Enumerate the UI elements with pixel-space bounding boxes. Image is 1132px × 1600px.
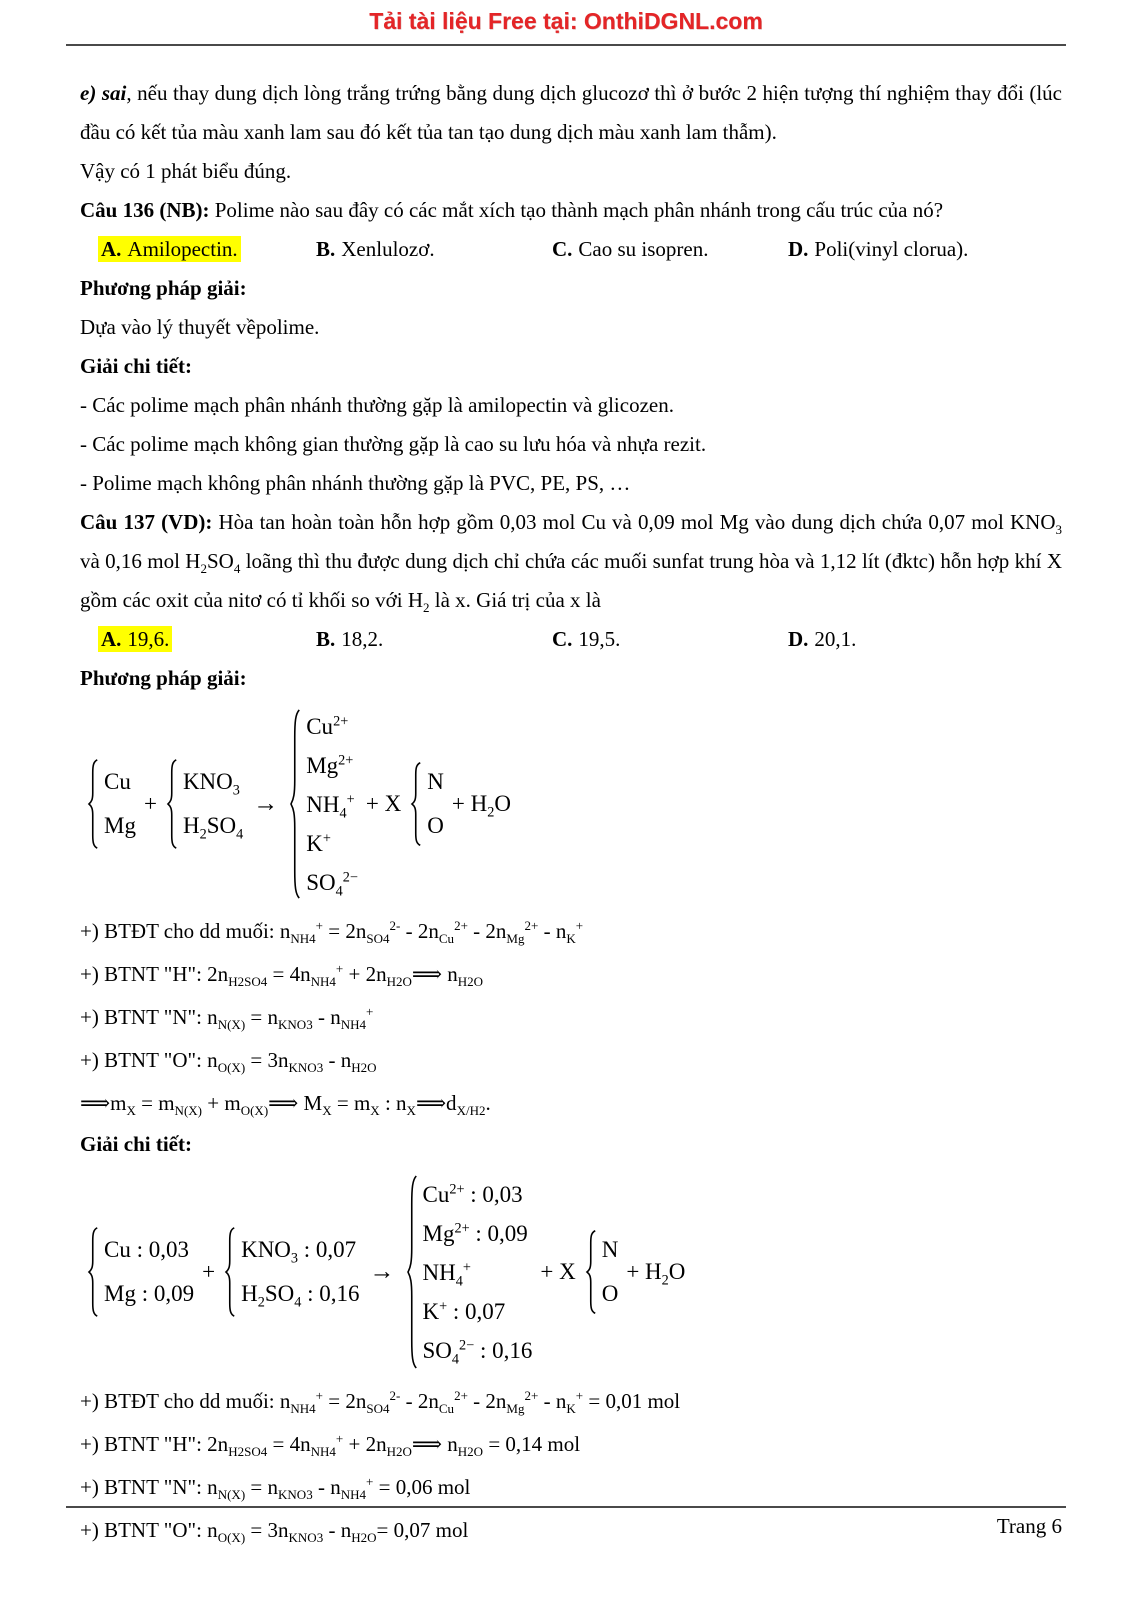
formula-line: +) BTNT "H": $2n_{H2SO4} = 4n_{NH4}^+$ + $2n_{H2O}⟹$ $n_{H2O}$ xyxy=(80,961,484,990)
page-number: Trang 6 xyxy=(996,1514,1062,1538)
plus-water: + $H_2O$ xyxy=(451,791,511,821)
option-136-a xyxy=(80,230,316,269)
reaction-arrow: → xyxy=(369,1258,395,1285)
left-brace-icon xyxy=(584,1229,599,1315)
paragraph-e-text: , nếu thay dung dịch lòng trắng trứng bằng dung dịch glucozơ thì ở bước 2 hiện tượng thí nghiệm thay đổi (lúc đầu có kết tủa màu xanh lam sau đó kết tủa tan tạo dung dịch màu xanh lam thẫm). xyxy=(80,81,1062,144)
question-136 xyxy=(80,191,1062,230)
option-136-d: D. Poli(vinyl clorua). xyxy=(788,237,969,261)
method-text-136: Dựa vào lý thuyết vềpolime. xyxy=(80,315,320,339)
eq1-reactant-acids: $KNO_3$ $H_2SO_4$ xyxy=(165,758,243,850)
banner-text: Tải tài liệu Free tại: OnthiDGNL.com xyxy=(369,8,763,34)
reaction-arrow: → xyxy=(253,790,279,817)
eq2-products: $Cu^{2+}$ : 0,03 $Mg^{2+}$ : 0,09 $NH_4^+$ K+ : 0,07 $SO_4^{2-}$ : 0,16 xyxy=(405,1172,533,1372)
option-137-c: C. 19,5. xyxy=(552,627,621,651)
question-137-label: Câu 137 (VD): xyxy=(80,510,213,534)
eq1-products: $Cu^{2+}$ $Mg^{2+}$ $NH_4^+$ K+ $SO_4^{2-}$ xyxy=(288,706,358,902)
formula-line: +) BTNT "H": $2n_{H2SO4} = 4n_{NH4}^+$ + $2n_{H2O}⟹$ $n_{H2O} = 0,14$ mol xyxy=(80,1431,581,1460)
equation-2 xyxy=(86,1172,1062,1372)
formula-line: $⟹m_X = m_{N(X)}$ + $m_{O(X)}⟹$ $M_X = m_X$ : $n_X⟹d_{X/H2}$. xyxy=(80,1091,491,1119)
paragraph-e-label: e) sai xyxy=(80,81,127,105)
detail-heading-137: Giải chi tiết: xyxy=(80,1132,192,1156)
left-brace-icon xyxy=(86,758,101,850)
top-divider xyxy=(66,44,1066,46)
left-brace-icon xyxy=(165,758,180,850)
detail-line: - Polime mạch không phân nhánh thường gặp là PVC, PE, PS, … xyxy=(80,471,631,495)
plus-sign: + xyxy=(143,791,157,816)
left-brace-icon xyxy=(223,1226,238,1318)
question-136-label: Câu 136 (NB): xyxy=(80,198,210,222)
page-content xyxy=(80,74,1062,1552)
equation-1 xyxy=(86,706,1062,902)
eq1-gas: N O xyxy=(409,760,444,848)
formula-line: +) BTĐT cho dd muối: $n_{NH4}^+ = 2n_{SO4}^{2-} - 2n_{Cu}^{2+} - 2n_{Mg}^{2+} - n_K^+ = 0,01$ mol xyxy=(80,1388,681,1417)
paragraph-conclusion: Vậy có 1 phát biểu đúng. xyxy=(80,159,292,183)
eq2-reactant-acids: $KNO_3$ : 0,07 $H_2SO_4$ : 0,16 xyxy=(223,1226,359,1318)
question-137-text: Hòa tan hoàn toàn hỗn hợp gồm 0,03 mol Cu và 0,09 mol Mg vào dung dịch chứa 0,07 mol $KNO_3$ và 0,16 mol $H_2SO_4$ loãng thì thu được dung dịch chỉ chứa các muối sunfat trung hòa và 1,12 lít (đktc) hỗn hợp khí X gồm các oxit của nitơ có tỉ khối so với $H_2$ là x. Giá trị của x là xyxy=(80,510,1062,616)
method-heading-137: Phương pháp giải: xyxy=(80,666,247,690)
option-137-d: D. 20,1. xyxy=(788,627,857,651)
eq1-reactant-metals: Cu Mg xyxy=(86,758,136,850)
detail-line: - Các polime mạch phân nhánh thường gặp là amilopectin và glicozen. xyxy=(80,393,674,417)
plus-water: + $H_2O$ xyxy=(626,1259,686,1289)
option-136-b: B. Xenlulozơ. xyxy=(316,237,435,261)
question-136-options xyxy=(80,230,1062,269)
left-brace-icon xyxy=(86,1226,101,1318)
option-136-c: C. Cao su isopren. xyxy=(552,237,709,261)
detail-heading-136: Giải chi tiết: xyxy=(80,354,192,378)
question-137 xyxy=(80,503,1062,620)
page-footer xyxy=(66,1506,1066,1544)
method-formula-lines xyxy=(80,910,1062,1125)
left-brace-icon xyxy=(409,761,424,847)
formula-line: +) BTNT "O": $n_{O(X)} = 3n_{KNO3} - n_{H2O}= 0,07$ mol xyxy=(80,1518,469,1546)
formula-line: +) BTNT "O": $n_{O(X)} = 3n_{KNO3} - n_{H2O}$ xyxy=(80,1048,377,1076)
plus-x: + X xyxy=(365,791,402,816)
eq2-gas: N O xyxy=(584,1228,619,1316)
left-brace-icon xyxy=(405,1172,420,1372)
option-137-a xyxy=(80,620,316,659)
formula-line: +) BTNT "N": $n_{N(X)} = n_{KNO3} - n_{NH4}^+$ xyxy=(80,1004,374,1033)
plus-x: + X xyxy=(540,1259,576,1284)
plus-sign: + xyxy=(202,1259,216,1284)
question-136-text: Polime nào sau đây có các mắt xích tạo thành mạch phân nhánh trong cấu trúc của nó? xyxy=(209,198,944,222)
eq2-reactant-metals: Cu : 0,03 Mg : 0,09 xyxy=(86,1226,194,1318)
left-brace-icon xyxy=(288,706,303,902)
paragraph-e xyxy=(80,74,1062,152)
formula-line: +) BTNT "N": $n_{N(X)} = n_{KNO3} - n_{NH4}^+ = 0,06$ mol xyxy=(80,1474,471,1503)
option-137-a-highlight: A. 19,6. xyxy=(98,626,172,652)
option-136-a-highlight: A. Amilopectin. xyxy=(98,236,241,262)
detail-line: - Các polime mạch không gian thường gặp là cao su lưu hóa và nhựa rezit. xyxy=(80,432,707,456)
question-137-options xyxy=(80,620,1062,659)
option-137-b: B. 18,2. xyxy=(316,627,384,651)
formula-line: +) BTĐT cho dd muối: $n_{NH4}^+ = 2n_{SO4}^{2-} - 2n_{Cu}^{2+} - 2n_{Mg}^{2+} - n_K^+$ xyxy=(80,918,584,947)
method-heading-136: Phương pháp giải: xyxy=(80,276,247,300)
